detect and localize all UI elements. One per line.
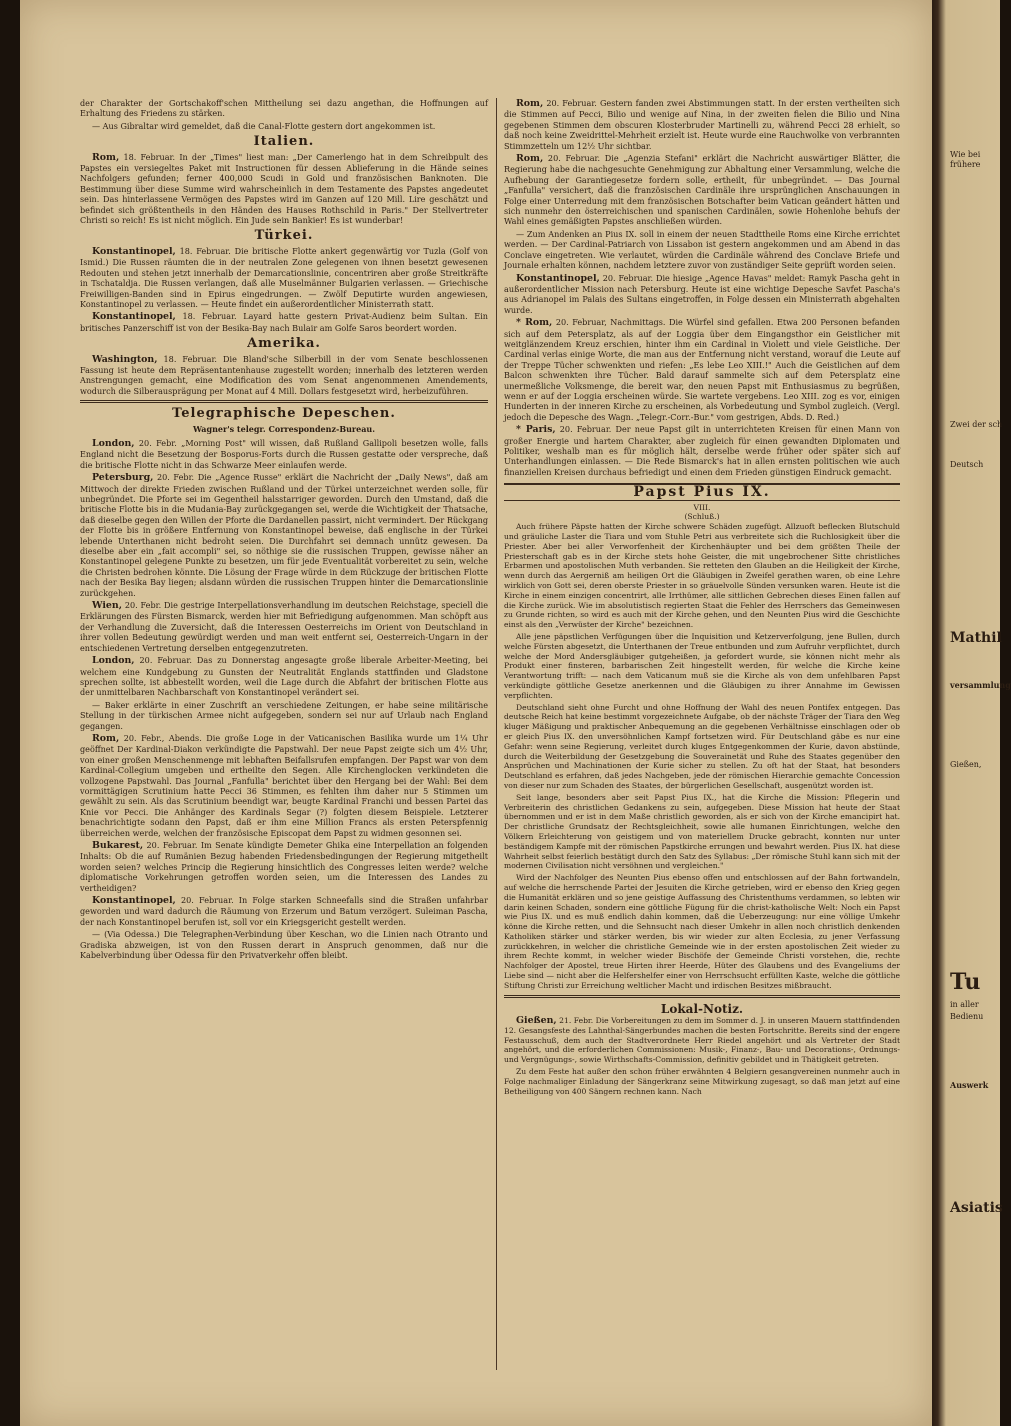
dateline-place: London, [92, 655, 135, 667]
dispatch-london-1 [80, 438, 488, 470]
article-text: 20. Februar. In Folge starken Schneefalls sind die Straßen unfahrbar geworden und ward dadurch die Räumung von Erzerum und Batum verzögert. Suleiman Pascha, der nach Konstantinopel berufen ist, soll vor ein Kriegsgericht gestellt werden. [80, 895, 489, 927]
article-washington [80, 354, 488, 397]
gutter-fragment: Wie bei frühere [950, 150, 981, 169]
article-text: 20. Febr., Abends. Die große Loge in der Vaticanischen Basilika wurde um 1¼ Uhr geöffnet Der Kardinal-Diakon verkündigte die Papstwahl. Der neue Papst zeigte sich um 4½ Uhr, von einer großen Menschenmenge mit lebhaften Beifallsrufen empfangen. Der Papst war von dem Kardinal-Collegium umgeben und ertheilte den Segen. Alle Kirchenglocken verkündeten die vollzogene Papstwahl. Das Journal „Fanfulla" berichtet über den Hergang bei der Wahl: Bei dem vormittägigen Scrutinium hatte Pecci 36 Stimmen, es fehlten ihm daher nur 5 Stimmen um gewählt zu sein. Als das Scrutinium beendigt war, beugte Kardinal Franchi und bessen Partei das Knie vor Pecci. Die Anhänger des Kardinals Segar (?) folgten diesem Beispiele. Letzterer benachrichtigte sodann den Papst, daß er ihm eine Million Francs als ersten Peterspfennig überreichen werde, welchen der französische Episcopat dem Papst zu widmen gesonnen sei. [80, 732, 489, 838]
dispatch-bukarest [80, 840, 488, 893]
gutter-fragment: in aller [950, 1000, 979, 1009]
gutter-fragment: Auswerk [950, 1080, 989, 1090]
dispatch-london-2 [80, 655, 488, 698]
dateline-place: Rom, [92, 732, 120, 744]
dateline-place: Konstantinopel, [92, 311, 176, 323]
lokal-article-cont: Zu dem Feste hat außer den schon früher erwähnten 4 Belgiern gesangvereinen nunmehr auch in Folge nachmaliger Einladung der Sängerkranz seine Mitwirkung zugesagt, so daß man jetzt auf eine Betheiligung von 400 Sängern rechnen kann. Nach [504, 1067, 900, 1096]
dateline-place: Petersburg, [92, 472, 154, 484]
dateline-place: Konstantinopel, [92, 895, 176, 907]
intro-paragraph: der Charakter der Gortschakoff'schen Mittheilung sei dazu angethan, die Hoffnungen auf Erhaltung des Friedens zu stärken. [80, 98, 488, 119]
dateline-place: Gießen, [516, 1015, 557, 1027]
feuilleton-title: Papst Pius IX. [504, 483, 900, 500]
article-text: 20. Febr. „Morning Post" will wissen, daß Rußland Gallipoli besetzen wolle, falls England nicht die Besetzung der Bosporus-Forts durch die Russen gestatte oder verspreche, daß die britische Flotte nicht in das Schwarze Meer einlaufen werde. [80, 437, 488, 470]
article-rom-r2b: — Zum Andenken an Pius IX. soll in einem der neuen Stadttheile Roms eine Kirche errichtet werden. — Der Cardinal-Patriarch von Lissabon ist gestern angekommen und am Abend in das Conclave eingetreten. Wie verlautet, würden die Cardinäle während des Conclave Briefe und Journale erhalten können, nachdem letztere zuvor von zuständiger Seite geprüft worden seien. [504, 228, 900, 271]
gutter-fragment: Bedienu [950, 1012, 984, 1021]
article-rom-18 [80, 152, 488, 226]
feuilleton-paragraph: Auch frühere Päpste hatten der Kirche schwere Schäden zugefügt. Allzuoft beflecken Blutschuld und gräuliche Laster die Tiara und vom Stuhle Petri aus verbreitete sich die Ruchlosigkeit über die Priester. Aber bei aller Verworfenheit der Kirchenhäupter und bei dem größten Theile der Priesterschaft gab es in der Kirche stets hohe Geister, die mit ungebrochener Sitte christliches Erbarmen und apostolischen Muth verbanden. Sie retteten den Glauben an die Heiligkeit der Kirche, wenn durch das Aergerniß am heiligen Ort die Gläubigen in Zweifel gerathen waren, ob eine Lehre wirklich von Gott sei, deren oberste Priester in so gräuelvolle Sünden versunken waren. Heute ist die Kirche in einem einzigen concentrirt, alle Irrthümer, alle sittlichen Gebrechen dieses Einen fallen auf die Kirche zurück. Wie im absolutistisch regierten Staat die Fehler des Herrschers das Gemeinwesen zu Grunde richten, so wird es auch mit der Kirche gehen, und den Neunten Pius wird die Geschichte einst als den „Verwüster der Kirche" bezeichnen. [504, 522, 900, 630]
article-konstantinopel-2 [80, 311, 488, 333]
article-text: 20. Februar. Im Senate kündigte Demeter Ghika eine Interpellation an folgenden Inhalts: Ob die auf Rumänien Bezug habenden Friedensbedingungen der Regierung mitgetheilt worden seien? welches Princip die Regierung hinsichtlich des Congresses leiten werde? welche diplomatische Vorkehrungen getroffen worden seien, um die Interessen des Landes zu vertheidigen? [80, 840, 488, 893]
article-paris-r5 [504, 424, 900, 477]
gutter-fragment: Mathil [950, 630, 1002, 646]
article-konstantinopel-1 [80, 246, 488, 309]
dispatch-petersburg [80, 472, 488, 598]
article-rom-r1 [504, 98, 900, 151]
dispatch-baker: — Baker erklärte in einer Zuschrift an verschiedene Zeitungen, er habe seine militärische Stellung in der türkischen Armee nicht aufgegeben, sondern sei nur auf Urlaub nach England gegangen. [80, 699, 488, 731]
feuilleton-schluss: (Schluß.) [684, 512, 720, 522]
bureau-subheading: Wagner's telegr. Correspondenz-Bureau. [193, 423, 375, 434]
dispatch-rom [80, 733, 488, 838]
gutter-fragment: Deutsch [950, 460, 984, 469]
gutter-fragment: Zwei der sch [950, 420, 1003, 429]
section-heading-amerika: Amerika. [247, 336, 321, 352]
article-text: 20. Febr. Die gestrige Interpellationsverhandlung im deutschen Reichstage, speciell die Erklärungen des Fürsten Bismarck, werden hier mit Befriedigung aufgenommen. Man schöpft aus der Verhandlung die Zuversicht, daß die Interessen Oesterreichs im Orient von Deutschland in ihrer vollen Bedeutung gewürdigt werden und man weit entfernt sei, Oesterreich-Ungarn in der entschiedenen Vertretung derselben entgegenzutreten. [80, 600, 489, 653]
newspaper-page [20, 0, 932, 1426]
article-text: 18. Februar. In der „Times" liest man: „Der Camerlengo hat in dem Schreibpult des Papstes ein versiegeltes Paket mit Instructionen für dessen Ablieferung in die Hände seines Nachfolgers gefunden; ferner 400,000 Scudi in Gold und französischen Banknoten. Die Bestimmung über diese Summe wird wahrscheinlich in dem Testamente des Papstes angedeutet sein. Das hinterlassene Vermögen des Papstes wird im Ganzen auf 120 Mill. Lire geschätzt und befindet sich größtentheils in den Händen des Hauses Rothschild in Paris." Der Stellvertreter Christi so reich! Es ist nicht möglich. Ein Jude sein Bankier! Es ist wunderbar! [80, 151, 488, 226]
feuilleton-paragraph: Alle jene päpstlichen Verfügungen über die Inquisition und Ketzerverfolgung, jene Bullen, durch welche Fürsten abgesetzt, die Unterthanen der Treue entbunden und zum Aufruhr verpflichtet, durch welche der Mord Andersgläubiger gutgeheißen, ja gefordert wurde, sie können nicht mehr als Produkt einer finsteren, barbarischen Zeit hingestellt werden, für welche die Kirche keine Verantwortung trifft: — nach dem Vaticanum muß sie die Kirche als von dem unfehlbaren Papst verkündigte göttliche Gesetze anerkennen und die Gläubigen zu ihrer Annahme im Gewissen verpflichten. [504, 631, 900, 700]
article-text: 18. Februar. Layard hatte gestern Privat-Audienz beim Sultan. Ein britisches Panzerschiff ist von der Besika-Bay nach Bulair am Golfe Saros beordert worden. [80, 311, 489, 333]
column-rule [496, 98, 497, 1370]
section-heading-tuerkei: Türkei. [254, 228, 314, 244]
dateline-place: * Rom, [516, 317, 553, 329]
article-rom-r2 [504, 153, 900, 227]
article-text: 21. Febr. Die Vorbereitungen zu dem im Sommer d. J. in unseren Mauern stattfindenden 12. Gesangsfeste des Lahnthal-Sängerbundes machen die besten Fortschritte. Bereits sind der engere Festausschuß, dem auch der Stadtverordnete Herr Riedel angehört und als Vertreter der Stadt angehört, und die erforderlichen Commissionen: Musik-, Finanz-, Bau- und Decorations-, Ordnungs- und Vergnügungs-, sowie Wirthschafts-Commission, definitiv gebildet und in Thätigkeit getreten. [504, 1016, 900, 1065]
article-text: 18. Februar. Die Bland'sche Silberbill in der vom Senate beschlossenen Fassung ist heute dem Repräsentantenhause zugestellt worden; innerhalb des letzteren werden Anstrengungen gemacht, eine Modification des vom Senat angenommenen Amendements, wodurch die Silberausprägung per Monat auf 4 Mill. Dollars festgesetzt wird, herbeizuführen. [80, 353, 489, 396]
gutter-fragment: Tu [950, 969, 981, 995]
gutter-fragment: Asiatis [950, 1200, 1003, 1216]
feuilleton-paragraph: Deutschland sieht ohne Furcht und ohne Hoffnung der Wahl des neuen Pontifex entgegen. Das deutsche Reich hat keine bestimmt vorgezeichnete Aufgabe, ob der nächste Träger der Tiara den Weg kluger Mäßigung und praktischer Anbequemung an die gegebenen Verhältnisse einschlagen oder ob er gleich Pius IX. den unversöhnlichen Kampf fortsetzen wird. Für Deutschland gäbe es nur eine Gefahr: wenn seine Regierung, verleitet durch kluges Entgegenkommen der Kurie, davon abstünde, durch die Weiterbildung der Gesetzgebung die Souverainetät und Ruhe des Staates gegenüber den Ansprüchen und Machinationen der Kurie sicher zu stellen. Zu oft hat der Staat, hat besonders Deutschland es erfahren, daß jedes Nachgeben, jede der römischen Hierarchie gemachte Concession von dieser nur zum Schaden des Staates, der bürgerlichen Gesellschaft, ausgenützt worden ist. [504, 702, 900, 790]
gibraltar-note: — Aus Gibraltar wird gemeldet, daß die Canal-Flotte gestern dort angekommen ist. [92, 120, 436, 131]
feuilleton-number: VIII. [693, 502, 711, 512]
feuilleton-paragraph: Seit lange, besonders aber seit Papst Pius IX., hat die Kirche die Mission: Pflegerin und Verbreiterin des christlichen Gedankens zu sein, aufgegeben. Diese Mission hat heute der Staat übernommen und er ist in dem Maße christlich geworden, als er sich von der Kirche emancipirt hat. Der christliche Grundsatz der Rechtsgleichheit, sowie alle humanen Einrichtungen, welche den Völkern Erleichterung von geistigem und von materiellem Drucke gebracht, konnten nur unter beständigem Kampfe mit der römischen Papstkirche errungen und bewahrt werden. Pius IX. hat diese Wahrheit selbst feierlich bestätigt durch den Satz des Syllabus: „Der römische Stuhl kann sich mit der modernen Civilisation nicht versöhnen und vergleichen." [504, 792, 900, 871]
article-text: 20. Februar. Die hiesige „Agence Havas" meldet: Ramyk Pascha geht in außerordentlicher Mission nach Petersburg. Heute ist eine wichtige Depesche Savfet Pascha's aus Adrianopel im Palais des Sultans eingetroffen, in Folge dessen ein Ministerrath abgehalten wurde. [504, 272, 900, 315]
left-column [80, 98, 488, 962]
dateline-place: Konstantinopel, [92, 245, 176, 257]
dispatch-konstantinopel [80, 895, 488, 927]
dateline-place: * Paris, [516, 424, 556, 436]
dateline-place: Wien, [92, 600, 122, 612]
article-rom-r4 [504, 317, 900, 422]
article-text: 20. Februar. Der neue Papst gilt in unterrichteten Kreisen für einen Mann von großer Energie und hartem Charakter, aber zugleich für einen gewandten Diplomaten und Politiker, weshalb man es für möglich hält, derselbe werde früher oder später sich auf Unterhandlungen einlassen. — Die Rede Bismarck's hat in allen ernsten politischen wie auch finanziellen Kreisen durchaus befriedigt und einen dem Frieden günstigen Eindruck gemacht. [504, 424, 900, 477]
dateline-place: Rom, [92, 151, 120, 163]
dateline-place: London, [92, 437, 135, 449]
article-text: 20. Februar, Nachmittags. Die Würfel sind gefallen. Etwa 200 Personen befanden sich auf dem Petersplatz, als auf der Loggia über dem Eingangsthor ein Geistlicher mit weitglänzendem Kreuz erschien, hinter ihm ein Cardinal in Violett und viele Geistliche. Der Cardinal verlas einige Worte, die man aus der Entfernung nicht verstand, worauf die Leute auf der Treppe Tücher schwenkten und riefen: „Es lebe Leo XIII.!" Auch die Geistlichen auf dem Balcon schwenkten ihre Tücher. Bald darauf sammelte sich auf dem Petersplatz eine unermeßliche Volksmenge, die bereit war, den neuen Papst mit Enthusiasmus zu begrüßen, wenn er auf der Loggia erscheinen würde. Sie wartete vergebens. Leo XIII. zog es vor, einigen Hunderten in der inneren Kirche zu erscheinen, als Vorbedeutung und Symbol zugleich. (Vergl. jedoch die Depesche des Wagn. „Telegr.-Corr.-Bur." vom gestrigen, Abds. D. Red.) [504, 317, 900, 422]
gutter-fragment: versammlung [950, 680, 1011, 690]
dispatch-wien [80, 600, 488, 653]
section-divider [504, 995, 900, 998]
dateline-place: Rom, [516, 98, 544, 109]
adjacent-page-edge [932, 0, 1011, 1426]
article-text: 20. Februar. Das zu Donnerstag angesagte große liberale Arbeiter-Meeting, bei welchem eine Kundgebung zu Gunsten der Neutralität Englands stattfinden und Gladstone sprechen sollte, ist abbestellt worden, weil die Lage durch die Abfahrt der britischen Flotte aus der unmittelbaren Nachbarschaft von Konstantinopel verändert sei. [80, 655, 489, 698]
dateline-place: Rom, [516, 153, 544, 165]
dispatch-odessa: — (Via Odessa.) Die Telegraphen-Verbindung über Keschan, wo die Linien nach Otranto und Gradiska abzweigen, ist von den Russen derart in Anspruch genommen, daß nur die Kabelverbindung über Odessa für den Privatverkehr offen bleibt. [80, 929, 488, 961]
article-text: 20. Februar. Die „Agenzia Stefani" erklärt die Nachricht auswärtiger Blätter, die Regierung habe die nachgesuchte Genehmigung zur Abhaltung einer Versammlung, welche die Aufhebung der Garantiegesetze fordern solle, ertheilt, für unbegründet. — Das Journal „Fanfulla" versichert, daß die französischen Cardinäle ihre ursprünglichen Anschauungen in Folge einer Unterredung mit dem französischen Botschafter beim Vatican geändert hätten und sich nunmehr den österreichischen und spanischen Cardinälen, sowie Hohenlohe behufs der Wahl eines gemäßigten Papstes anschließen würden. [504, 153, 900, 227]
section-heading-telegraphen: Telegraphische Depeschen. [172, 406, 396, 422]
dateline-place: Konstantinopel, [516, 272, 600, 284]
dateline-place: Washington, [92, 353, 158, 365]
gutter-fragment: Gießen, [950, 760, 982, 769]
feuilleton-paragraph: Wird der Nachfolger des Neunten Pius ebenso offen und entschlossen auf der Bahn fortwandeln, auf welche die herrschende Partei der Jesuiten die Kirche getrieben, wird er ebenso den Krieg gegen die Humanität erklären und so jene geistige Auffassung des Christenthums verdammen, so lebten wir darin keinen Schaden, sondern eine göttliche Fügung für die christ-katholische Welt: Noch ein Papst wie Pius IX. und es muß endlich dahin kommen, daß die Ueberzeugung: nur eine völlige Umkehr könne die Kirche retten, und die Sehnsucht nach dieser Umkehr in allen noch christlich denkenden Katholiken stärker und stärker werden, bis wir wieder zur alten Ecclesia, zu jener Verfassung zurückkehren, in welcher die christliche Gemeinde wie in der ersten apostolischen Zeit wieder zu ihrem Rechte kommt, in welcher wieder Bischöfe der Gemeinde Christi vorstehen, die, rechte Nachfolger der Apostel, treue Hirten ihrer Heerde, Hüter des Glaubens und des Evangeliums der Liebe sind — nicht aber die Helfershelfer einer von Herrschsucht erfüllten Kaste, welche die göttliche Stiftung Christi zur Erreichung weltlicher Macht und irdischen Besitzes mißbraucht. [504, 873, 900, 990]
lokal-article [504, 1016, 900, 1065]
right-column [504, 98, 900, 1098]
section-heading-italien: Italien. [253, 134, 315, 150]
dateline-place: Bukarest, [92, 840, 144, 851]
section-heading-lokal: Lokal-Notiz. [660, 1001, 744, 1016]
article-text: 20. Februar. Gestern fanden zwei Abstimmungen statt. In der ersten vertheilten sich die Stimmen auf Pecci, Bilio und wenige auf Nina, in der zweiten fielen die Bilio und Nina gegebenen Stimmen dem obscuren Klosterbruder Martinelli zu, während Pecci 28 erhielt, so daß noch keine Zweidrittel-Mehrheit erzielt ist. Heute wurde eine Rauchwolke von verbrannten Stimmzetteln um 12½ Uhr sichtbar. [504, 98, 901, 151]
section-divider [80, 400, 488, 403]
article-text: 20. Febr. Die „Agence Russe" erklärt die Nachricht der „Daily News", daß am Mittwoch der direkte Frieden zwischen Rußland und der Türkei unterzeichnet werden solle, für unbegründet. Die Pforte sei im Gegentheil halsstarriger geworden. Durch den Umstand, daß die britische Flotte bis in die Mudania-Bay zurückgegangen sei, werde die Wichtigkeit der Thatsache, daß dieselbe gegen den Willen der Pforte die Dardanellen passirt, nicht vermindert. Der Rückgang der Flotte bis in größere Entfernung von Konstantinopel beweise, daß englische in der Türkei lebende Unterthanen nicht bedroht seien. Die Durchfahrt sei demnach unnütz gewesen. Da dieselbe aber ein „fait accompli" sei, so nöthige sie die russischen Truppen, gewisse näher an Konstantinopel gelegene Punkte zu besetzen, um für jede Eventualität vorbereitet zu sein, welche die Christen bedrohen könnte. Die Lösung der Frage würde in dem Rückzuge der britischen Flotte nach der Besika Bay liegen; alsdann würden die russischen Truppen hinter die Demarcationslinie zurückgehen. [80, 472, 488, 598]
article-konstantinopel-r3 [504, 273, 900, 316]
article-text: 18. Februar. Die britische Flotte ankert gegenwärtig vor Tuzla (Golf von Ismid.) Die Russen räumten die in der neutralen Zone gelegenen von ihnen besetzt gewesenen Redouten und stehen jetzt innerhalb der Demarcationslinie, concentriren aber große Streitkräfte in Tschataldja. Die Russen verlangen, daß alle Muselmänner Bulgarien verlassen. — Griechische Freiwilligen-Banden sind in Epirus eingedrungen. — Zwölf Deputirte wurden angewiesen, Konstantinopel zu verlassen. — Heute findet ein außerordentlicher Ministerrath statt. [80, 245, 489, 309]
